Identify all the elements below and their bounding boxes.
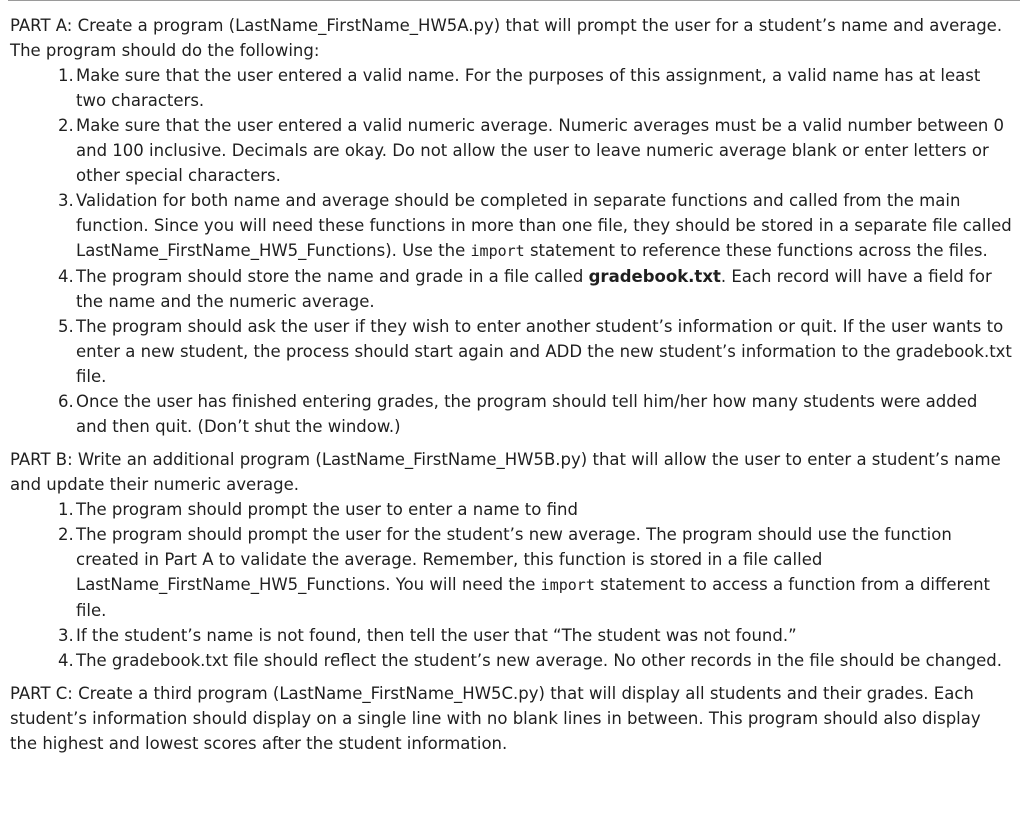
filename-bold: gradebook.txt xyxy=(588,267,721,286)
import-keyword: import xyxy=(540,576,595,594)
part-a-intro: PART A: Create a program (LastName_FirstName_HW5A.py) that will prompt the user for a student’s name and average. The program should do the following: xyxy=(10,16,1003,60)
item-text: The program should store the name and grade in a file called gradebook.txt. Each record will have a field for the name and the numeric average. xyxy=(76,267,992,311)
list-item xyxy=(10,314,1012,389)
item-number: 3. xyxy=(58,191,74,210)
item-text: Once the user has finished entering grades, the program should tell him/her how many students were added and then quit. (Don’t shut the window.) xyxy=(76,392,978,436)
item-number: 3. xyxy=(58,626,74,645)
item-text: The program should prompt the user for the student’s new average. The program should use the function created in Part A to validate the average. Remember, this function is stored in a file called LastName_FirstName_HW5_Functions. You will need the import statement to access a function from a different file. xyxy=(76,525,991,620)
list-item xyxy=(10,497,1012,522)
item-number: 4. xyxy=(58,267,74,286)
import-keyword: import xyxy=(470,242,525,260)
item-number: 1. xyxy=(58,66,74,85)
part-a-list xyxy=(10,63,1012,439)
item-text: Make sure that the user entered a valid name. For the purposes of this assignment, a valid name has at least two characters. xyxy=(76,66,981,110)
item-text: If the student’s name is not found, then tell the user that “The student was not found.” xyxy=(76,626,797,645)
item-text: The program should prompt the user to enter a name to find xyxy=(76,500,578,519)
list-item xyxy=(10,63,1012,113)
item-number: 2. xyxy=(58,525,74,544)
part-b-intro: PART B: Write an additional program (LastName_FirstName_HW5B.py) that will allow the user to enter a student’s name and update their numeric average. xyxy=(10,450,1001,494)
list-item xyxy=(10,522,1012,623)
item-number: 1. xyxy=(58,500,74,519)
item-text: The program should ask the user if they wish to enter another student’s information or quit. If the user wants to enter a new student, the process should start again and ADD the new student’s information to the gradebook.txt file. xyxy=(76,317,1012,386)
item-number: 5. xyxy=(58,317,74,336)
list-item xyxy=(10,623,1012,648)
list-item xyxy=(10,648,1012,673)
list-item xyxy=(10,264,1012,314)
part-b-list xyxy=(10,497,1012,673)
item-text: Validation for both name and average should be completed in separate functions and called from the main function. Since you will need these functions in more than one file, they should be stored in a separate file called LastName_FirstName_HW5_Functions). Use the import statement to reference these functions across the files. xyxy=(76,191,1012,260)
item-number: 4. xyxy=(58,651,74,670)
part-a xyxy=(10,13,1012,439)
list-item xyxy=(10,389,1012,439)
item-number: 6. xyxy=(58,392,74,411)
assignment-document xyxy=(10,13,1012,764)
item-number: 2. xyxy=(58,116,74,135)
top-rule xyxy=(8,0,1020,1)
part-b xyxy=(10,447,1012,673)
part-c-intro: PART C: Create a third program (LastName_FirstName_HW5C.py) that will display all students and their grades. Each student’s information should display on a single line with no blank lines in between. This program should also display the highest and lowest scores after the student information. xyxy=(10,684,981,753)
list-item xyxy=(10,113,1012,188)
item-text: Make sure that the user entered a valid numeric average. Numeric averages must be a valid number between 0 and 100 inclusive. Decimals are okay. Do not allow the user to leave numeric average blank or enter letters or other special characters. xyxy=(76,116,1005,185)
list-item xyxy=(10,188,1012,264)
part-c xyxy=(10,681,1012,756)
item-text: The gradebook.txt file should reflect the student’s new average. No other records in the file should be changed. xyxy=(76,651,1003,670)
